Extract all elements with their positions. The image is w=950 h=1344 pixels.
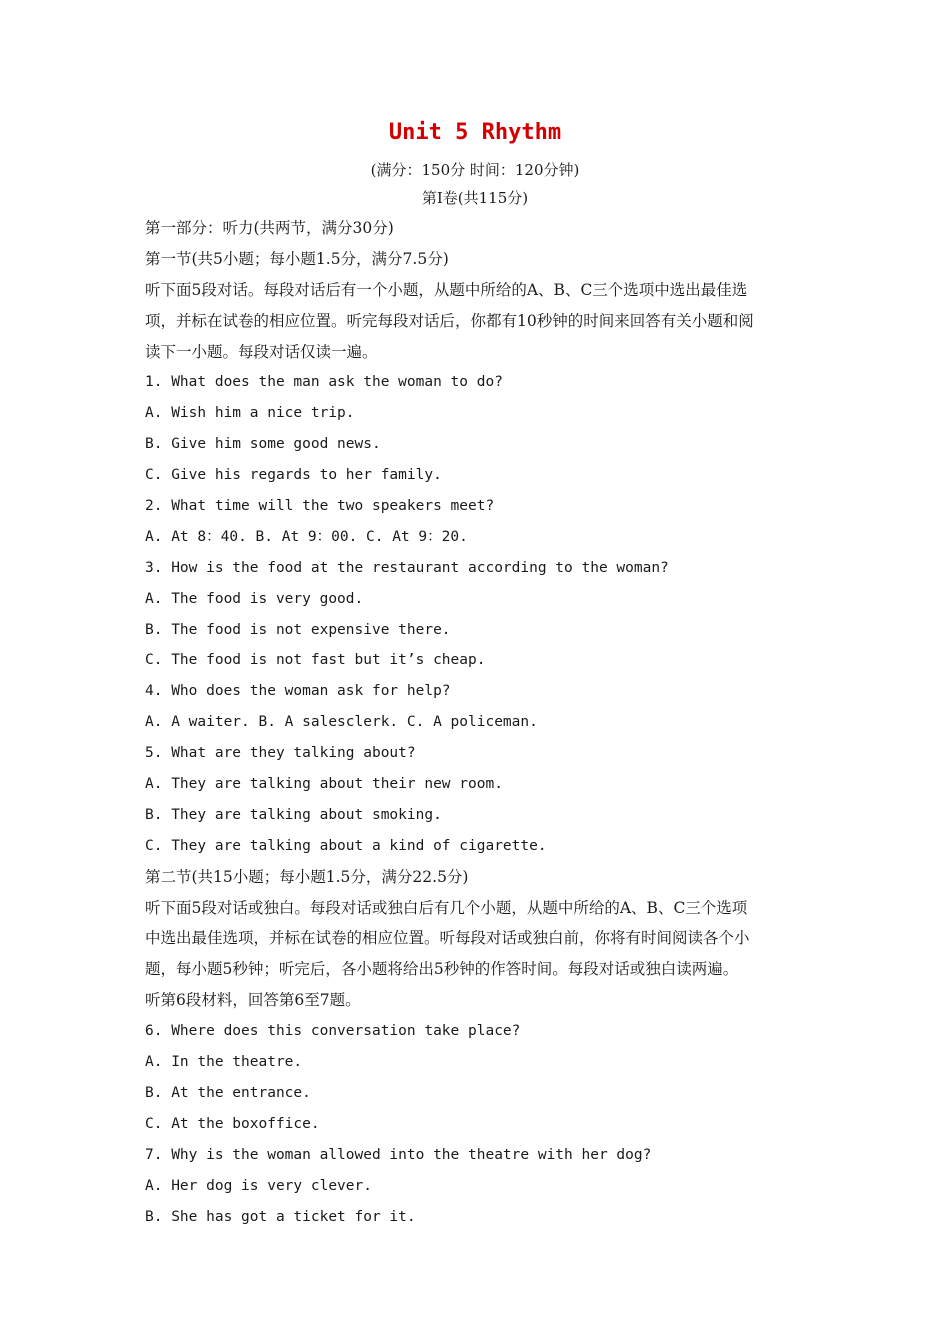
question-line: 6. Where does this conversation take place? [145,1023,521,1040]
document-body [145,213,810,1232]
question-line: C. The food is not fast but it’s cheap. [145,652,486,669]
instruction-line: 项，并标在试卷的相应位置。听完每段对话后，你都有10秒钟的时间来回答有关小题和阅 [145,311,754,330]
question-line: B. The food is not expensive there. [145,621,451,638]
instruction-line: 听下面5段对话。每段对话后有一个小题，从题中所给的A、B、C三个选项中选出最佳选 [145,280,748,299]
question-line: B. She has got a ticket for it. [145,1208,416,1225]
instruction-line: 题，每小题5秒钟；听完后，各小题将给出5秒钟的作答时间。每段对话或独白读两遍。 [145,960,739,979]
question-line: 3. How is the food at the restaurant according to the woman? [145,559,669,576]
question-line: A. Wish him a nice trip. [145,405,355,422]
question-line: 5. What are they talking about? [145,745,416,762]
instruction-line: 听下面5段对话或独白。每段对话或独白后有几个小题，从题中所给的A、B、C三个选项 [145,898,748,917]
question-line: A. At 8：40. B. At 9：00. C. At 9：20. [145,528,468,545]
question-line: A. They are talking about their new room. [145,776,503,793]
question-line: A. Her dog is very clever. [145,1177,372,1194]
question-line: C. They are talking about a kind of cigarette. [145,837,547,854]
instruction-line: 第一部分：听力(共两节，满分30分) [145,219,394,237]
question-line: 2. What time will the two speakers meet? [145,498,495,515]
instruction-line: 第二节(共15小题；每小题1.5分，满分22.5分) [145,867,469,886]
question-line: C. At the boxoffice. [145,1115,320,1132]
question-line: A. The food is very good. [145,590,364,607]
question-line: 7. Why is the woman allowed into the theatre with her dog? [145,1146,652,1163]
question-line: C. Give his regards to her family. [145,467,442,484]
question-line: A. In the theatre. [145,1054,303,1071]
volume-heading: 第Ⅰ卷(共115分) [421,189,529,207]
question-line: B. Give him some good news. [145,436,381,453]
question-line: A. A waiter. B. A salesclerk. C. A policeman. [145,714,538,731]
question-line: B. They are talking about smoking. [145,806,442,823]
instruction-line: 读下一小题。每段对话仅读一遍。 [145,342,378,361]
question-line: 4. Who does the woman ask for help? [145,683,451,700]
instruction-line: 听第6段材料，回答第6至7题。 [145,991,361,1010]
instruction-line: 第一节(共5小题；每小题1.5分，满分7.5分) [145,249,449,268]
question-line: B. At the entrance. [145,1084,311,1101]
question-line: 1. What does the man ask the woman to do? [145,374,503,391]
score-time-info: (满分：150分 时间：120分钟) [370,161,580,179]
document-title: Unit 5 Rhythm [388,120,562,145]
instruction-line: 中选出最佳选项，并标在试卷的相应位置。听每段对话或独白前，你将有时间阅读各个小 [145,929,750,948]
